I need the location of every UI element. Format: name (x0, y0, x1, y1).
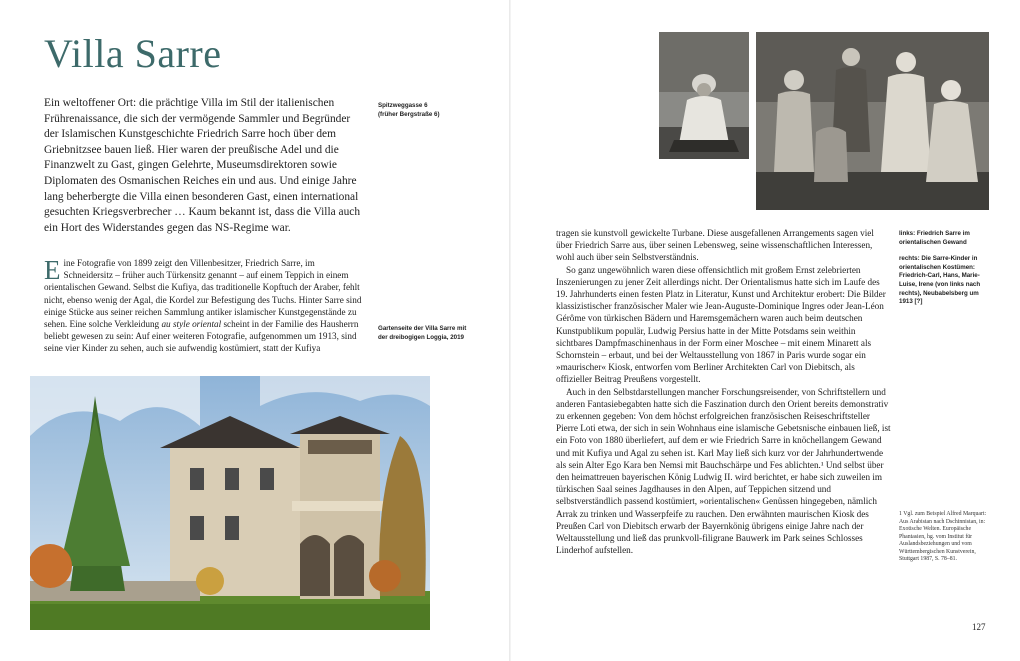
caption-photos-right (899, 230, 989, 307)
body-left-text-2: scheint in der Familie des Hausherrn beliebt gewesen zu sein: Auf einer weiteren Fotografie, aufgenommen um 1913, sind seine vier Kinder zu sehen, auch sie aufwendig kostümiert, statt der Kufiya (44, 319, 359, 354)
page-number: 127 (972, 622, 986, 632)
intro-paragraph: Ein weltoffener Ort: die prächtige Villa im Stil der italienischen Frührenaissance, die sich der vermögende Sammler und Begründer der Islamischen Kunstgeschichte Friedrich Sarre hoch über dem Griebnitzsee bauen ließ. Hier waren der preußische Adel und die Finanzwelt zu Gast, gingen Gelehrte, Museumsdirektoren sowie Diplomaten des Osmanischen Reiches ein und aus. Und einige Jahre lang beherbergte die Villa einen besonderen Gast, einen international gesuchten Kriegsverbrecher … Kaum bekannt ist, dass die Villa auch ein Hort des Widerstandes gegen das NS-Regime war. (44, 97, 361, 234)
footnote: 1 Vgl. zum Beispiel Alfred Marquart: Aus Arabistan nach Dschinnistan, in: Exotische Welten. Europäische Phantasien, hg. vom Institut für Auslandsbeziehungen und vom Württembergischen Kunstverein, Stuttgart 1987, S. 78–81. (899, 511, 987, 562)
photo-sarre-orient (659, 32, 749, 159)
body-right-paragraph: So ganz ungewöhnlich waren diese offensichtlich mit großem Ernst zelebrierten Inszenierungen zu jener Zeit allerdings nicht. Der Orientalismus hatte sich im Laufe des 19. Jahrhunderts einen festen Platz in Literatur, Kunst und Architektur erobert: Die Bilder klassizistischer französischer Maler wie Jean-Auguste-Dominique Ingres oder Jean-Léon Gérôme von türkischen Bädern und Haremsgemächern waren auch beim deutschen Kunstpublikum populär, Ludwig Persius hatte in der Mitte Potsdams sein weithin sichtbares Dampfmaschinenhaus in der Form einer Moschee – mit einem Minarett als Schornstein – erbaut, und bei der Weltausstellung von 1867 in Paris wurde sogar ein »maurischer« Kiosk, entworfen vom Berliner Architekten Carl von Diebitsch, als offizieller Beitrag Preußens vorgestellt. (556, 264, 886, 385)
page-title: Villa Sarre (44, 31, 222, 76)
caption-right-photo: rechts: Die Sarre-Kinder in orientalischen Kostümen: Friedrich-Carl, Hans, Marie-Luise, Irene (von links nach rechts), Neubabelsberg um 1913 [?] (899, 255, 981, 306)
photo-sarre-children (756, 32, 989, 210)
body-right-paragraph: tragen sie kunstvoll gewickelte Turbane. Diese ausgefallenen Arrangements sagen viel über Friedrich Sarre aus, über seinen Lebensweg, seine wissenschaftlichen Interessen, wohl auch über sein Selbstverständnis. (556, 228, 874, 263)
body-left-italic: au style oriental (161, 319, 222, 330)
address-note (378, 102, 468, 119)
sarre-children-illustration (756, 32, 989, 210)
villa-photo (30, 376, 430, 630)
villa-illustration (30, 376, 430, 630)
address-line-1: Spitzweggasse 6 (378, 102, 428, 109)
body-left-text: ine Fotografie von 1899 zeigt den Villenbesitzer, Friedrich Sarre, im Schneidersitz – früher auch Türkensitz genannt – auf einem Teppich in einem orientalischen Gewand. Selbst die Kufiya, das traditionelle Kopftuch der Araber, fehlt nicht, ebenso wenig der Agal, die Kordel zur Befestigung des Tuchs. Hinter Sarre sind einige Stücke aus seiner reichen Sammlung antiker islamischer Kunstgegenstände zu sehen. Eine solche Verkleidung (44, 258, 362, 330)
page-gutter (509, 0, 511, 661)
address-line-2: (früher Bergstraße 6) (378, 110, 440, 118)
caption-left-photo: links: Friedrich Sarre im orientalischen Gewand (899, 230, 970, 246)
body-right-column (556, 227, 892, 556)
drop-cap: E (44, 255, 61, 285)
body-left-column (44, 257, 366, 355)
caption-garden: Gartenseite der Villa Sarre mit der dreibogigen Loggia, 2019 (378, 325, 467, 341)
body-right-paragraph: Auch in den Selbstdarstellungen mancher Forschungsreisender, von Schriftstellern und anderen Fantasiebegabten hatte sich die Faszination durch den Orient bereits demonstrativ zu erkennen gegeben: Von dem höchst erfolgreichen französischen Reiseschriftsteller Pierre Loti etwa, der sich in sein Wohnhaus eine islamische Gebetsnische einbauen ließ, ist ein Foto von 1880 überliefert, auf dem er wie Friedrich Sarre in knöchellangem Gewand und mit Kufiya und Agal zu sehen ist. Karl May ließ sich kurz vor der Jahrhundertwende als sein Alter Ego Kara ben Nemsi mit Bauchschärpe und Fes ablichten.¹ Und selbst über den heimattreuen bayerischen König Ludwig II. wird berichtet, er habe sich zuweilen im türkischen Saal seines Jagdhauses in den Alpen, auf Teppichen sitzend und selbstverständlich passend kostümiert, »orientalischen« Genüssen hingegeben, nämlich Arrak zu trinken und Wasserpfeife zu rauchen. Den erwähnten maurischen Kiosk des Preußen Carl von Diebitsch erwarb der Bayernkönig übrigens einige Jahre nach der Weltausstellung und ließ das prunkvoll-filigrane Bauwerk im Park seines Schlosses Linderhof aufstellen. (556, 386, 891, 556)
sarre-portrait-illustration (659, 32, 749, 159)
